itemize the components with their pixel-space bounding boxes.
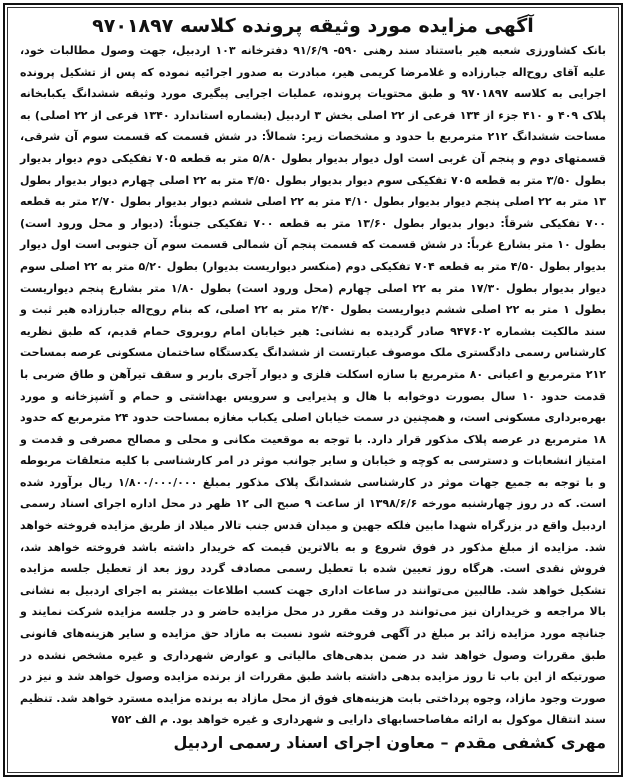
notice-frame	[3, 3, 623, 777]
notice-signature: مهری کشفی مقدم – معاون اجرای اسناد رسمی اردبیل	[173, 733, 606, 752]
notice-content	[7, 7, 619, 773]
notice-title: آگهی مزایده مورد وثیقه پرونده کلاسه ۹۷۰۱۸۹۷	[92, 15, 534, 37]
notice-body-text: بانک کشاورزی شعبه هیر باستناد سند رهنی ۵۹۰- ۹۱/۶/۹ دفترخانه ۱۰۳ اردبیل، جهت وصول مطالبات خود، علیه آقای روح‌اله جبارزاده و غلامرضا کریمی هیر، مبادرت به صدور اجرائیه نموده که پس از تشکیل پرونده اجرایی به کلاسه ۹۷۰۱۸۹۷ و طبق محتویات پرونده، عملیات اجرایی پیگیری مورد وثیقه ششدانگ یکبابخانه پلاک ۴۰۹ و ۴۱۰ جزء از ۱۳۴ فرعی از ۲۲ اصلی بخش ۳ اردبیل (بشماره استاندارد ۱۳۴۰ فرعی از ۲۲ اصلی) به مساحت ششدانگ ۲۱۲ مترمربع با حدود و مشخصات زیر: شمالاً: در شش قسمت که قسمت سوم آن شرقی، قسمتهای دوم و پنجم آن غربی است اول دیوار بدیوار بطول ۵/۸۰ متر به قطعه ۷۰۵ تفکیکی دوم دیوار بدیوار بطول ۳/۵۰ متر به قطعه ۷۰۵ تفکیکی سوم دیوار بدیوار بطول ۴/۵۰ متر به ۲۲ اصلی چهارم دیوار بدیوار بطول ۱۳ متر به ۲۲ اصلی پنجم دیوار بدیوار بطول ۴/۱۰ متر به ۲۲ اصلی ششم دیوار بدیوار بطول ۲/۷۰ متر به قطعه ۷۰۰ تفکیکی شرقاً: دیوار بدیوار بطول ۱۳/۶۰ متر به قطعه ۷۰۰ تفکیکی جنوباً: (دیوار و محل ورود است) بطول ۱۰ متر بشارع غرباً: در شش قسمت که قسمت پنجم آن شمالی قسمت سوم آن جنوبی است اول دیوار بدیوار بطول ۴/۵۰ متر به قطعه ۷۰۴ تفکیکی دوم (منکسر دیواریست بدیوار) بطول ۵/۲۰ متر به ۲۲ اصلی سوم دیوار بدیوار بطول ۱۷/۳۰ متر به ۲۲ اصلی چهارم (محل ورود است) بطول ۱/۸۰ متر بشارع پنجم دیواریست بطول ۱ متر به ۲۲ اصلی ششم دیواریست بطول ۲/۴۰ متر به ۲۲ اصلی، که بنام روح‌اله جبارزاده هیر ثبت و سند مالکیت بشماره ۹۴۷۶۰۲ صادر گردیده به نشانی: هیر خیابان امام روبروی حمام قدیم، که طبق نظریه کارشناس رسمی دادگستری ملک موصوف عبارتست از ششدانگ یکدستگاه ساختمان مسکونی عرصه بمساحت ۲۱۲ مترمربع و اعیانی ۸۰ مترمربع با سازه اسکلت فلزی و دیوار آجری باربر و سقف تیرآهن و طاق ضربی با قدمت حدود ۱۰ سال بصورت دوخوابه با هال و پذیرایی و سرویس بهداشتی و حمام و آشپزخانه و مورد بهره‌برداری مسکونی است، و همچنین در سمت خیابان اصلی یکباب مغازه بمساحت حدود ۲۴ مترمربع که حدود ۱۸ مترمربع در عرصه پلاک مذکور قرار دارد. با توجه به موقعیت مکانی و محلی و مصالح مصرفی و قدمت و امتیاز انشعابات و دسترسی به کوچه و خیابان و سایر جوانب موثر در امر کارشناسی با کلیه متعلقات مربوطه و با توجه به جمیع جهات موثر در کارشناسی ششدانگ پلاک مذکور بمبلغ ۱/۸۰۰/۰۰۰/۰۰۰ ریال برآورد شده است. که در روز چهارشنبه مورخه ۱۳۹۸/۶/۶ از ساعت ۹ صبح الی ۱۲ ظهر در محل اداره اجرای اسناد رسمی اردبیل واقع در بزرگراه شهدا مابین فلکه جهین و میدان قدس جنب تالار میلاد از طریق مزایده فروخته خواهد شد. مزایده از مبلغ مذکور در فوق شروع و به بالاترین قیمت که خریدار داشته باشد فروخته خواهد شد، فروش نقدی است. هرگاه روز تعیین شده با تعطیل رسمی مصادف گردد روز بعد از تعطیل جلسه مزایده تشکیل خواهد شد. طالبین می‌توانند در ساعات اداری جهت کسب اطلاعات بیشتر به اجرای اردبیل به نشانی بالا مراجعه و خریداران نیز می‌توانند در وقت مقرر در محل مزایده حاضر و در جلسه مزایده شرکت نمایند و جنانچه مورد مزایده زائد بر مبلغ در آگهی فروخته شود نسبت به مازاد حق مزایده و سایر هزینه‌های قانونی طبق مقررات وصول خواهد شد در ضمن بدهی‌های مالیاتی و عوارض شهرداری و غیره مشخص نشده در صورتیکه از این باب تا روز مزایده بدهی داشته باشد طبق مقررات از برنده مزایده وصول خواهد شد و نیز در صورت وجود مازاد، وجوه پرداختی بابت هزینه‌های فوق از محل مازاد به برنده مزایده مسترد خواهد شد. تنظیم سند انتقال موکول به ارائه مفاصاحسابهای دارایی و شهرداری و غیره خواهد بود. م الف ۷۵۲	[20, 44, 607, 727]
notice-body	[20, 40, 606, 731]
